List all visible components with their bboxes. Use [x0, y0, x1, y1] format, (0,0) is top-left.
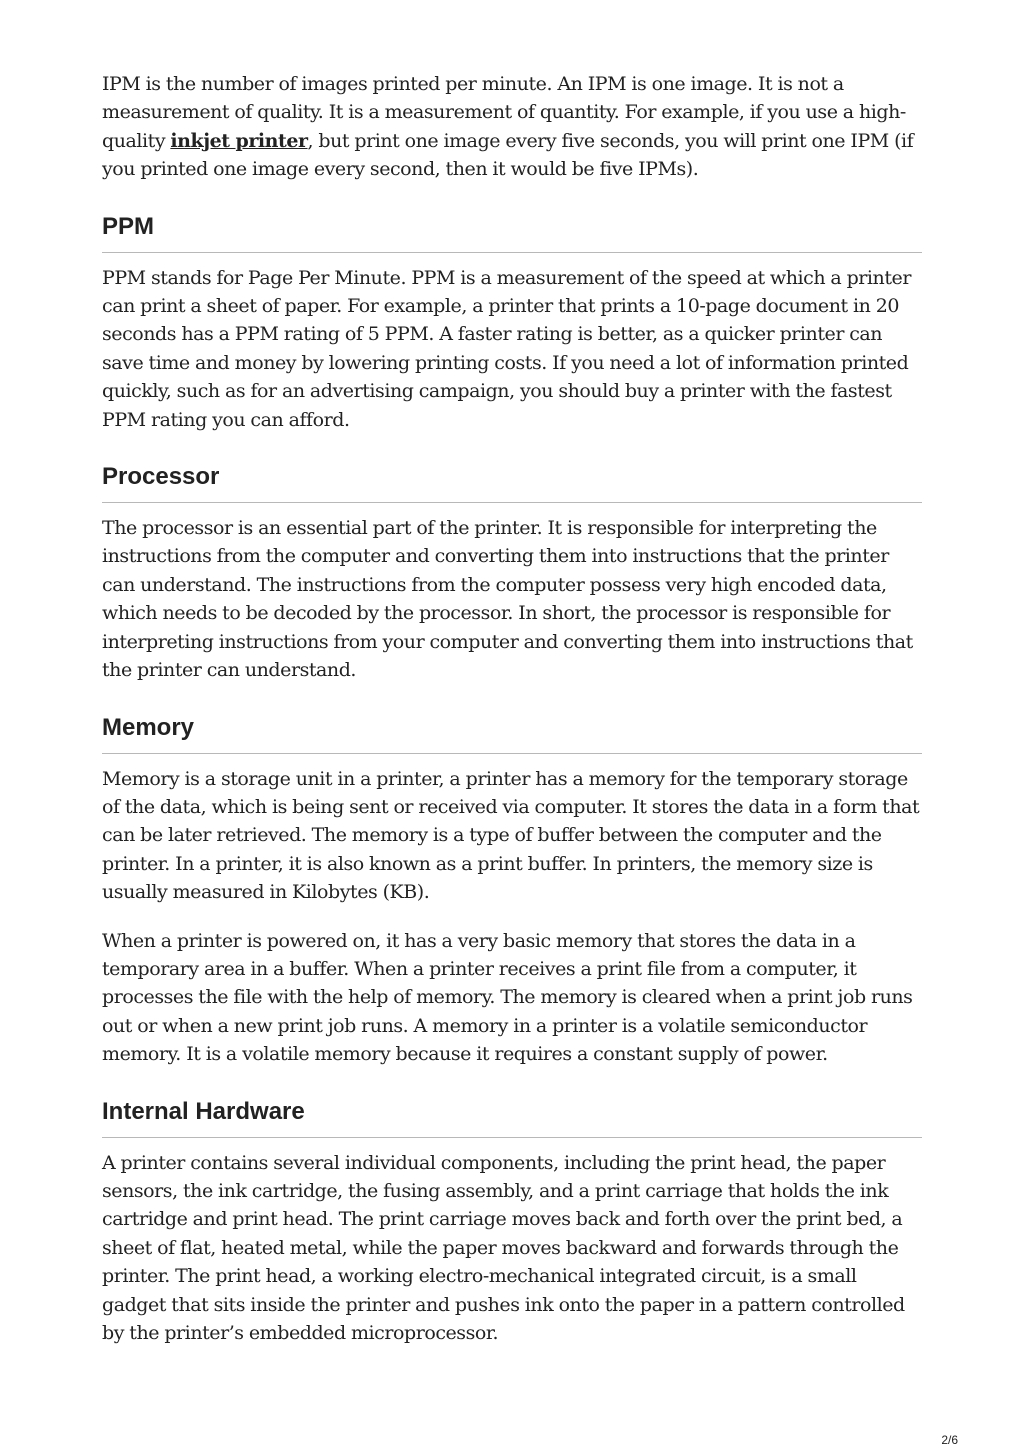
memory-paragraph-2: When a printer is powered on, it has a very basic memory that stores the data in a temporary area in a buffer. When a printer receives a print file from a computer, it processes the file with the help of memory. The memory is cleared when a print job runs out or when a new print job runs. A memory in a printer is a volatile semiconductor memory. It is a volatile memory because it requires a constant supply of power.	[102, 929, 913, 1066]
section-heading-internal-hardware: Internal Hardware	[102, 1097, 922, 1138]
processor-paragraph: The processor is an essential part of the printer. It is responsible for interpreting the instructions from the computer and converting them into instructions that the printer can understand. The instructions from the computer possess very high encoded data, which needs to be decoded by the processor. In short, the processor is responsible for interpreting instructions from your computer and converting them into instructions that the printer can understand.	[102, 517, 913, 682]
article-body	[102, 70, 922, 1367]
inkjet-printer-link[interactable]: inkjet printer	[170, 129, 308, 152]
intro-text-after-link: , but print one image every five seconds, you will print one IPM (if you printed one image every second, then it would be five IPMs).	[102, 129, 914, 181]
ppm-paragraph: PPM stands for Page Per Minute. PPM is a measurement of the speed at which a printer can print a sheet of paper. For example, a printer that prints a 10-page document in 20 seconds has a PPM rating of 5 PPM. A faster rating is better, as a quicker printer can save time and money by lowering printing costs. If you need a lot of information printed quickly, such as for an advertising campaign, you should buy a printer with the fastest PPM rating you can afford.	[102, 266, 911, 431]
intro-paragraph	[102, 70, 922, 184]
section-heading-ppm: PPM	[102, 212, 922, 253]
internal-hardware-paragraph: A printer contains several individual components, including the print head, the paper sensors, the ink cartridge, the fusing assembly, and a print carriage that holds the ink cartridge and print head. The print carriage moves back and forth over the print bed, a sheet of flat, heated metal, while the paper moves backward and forwards through the printer. The print head, a working electro-mechanical integrated circuit, is a small gadget that sits inside the printer and pushes ink onto the paper in a pattern controlled by the printer’s embedded microprocessor.	[102, 1151, 905, 1344]
intro-text-before-link: IPM is the number of images printed per minute. An IPM is one image. It is not a measurement of quality. It is a measurement of quantity. For example, if you use a high-quality	[102, 73, 906, 152]
memory-paragraph-1: Memory is a storage unit in a printer, a printer has a memory for the temporary storage of the data, which is being sent or received via computer. It stores the data in a form that can be later retrieved. The memory is a type of buffer between the computer and the printer. In a printer, it is also known as a print buffer. In printers, the memory size is usually measured in Kilobytes (KB).	[102, 767, 920, 904]
section-heading-processor: Processor	[102, 462, 922, 503]
section-heading-memory: Memory	[102, 713, 922, 754]
page-number: 2/6	[941, 1433, 958, 1447]
